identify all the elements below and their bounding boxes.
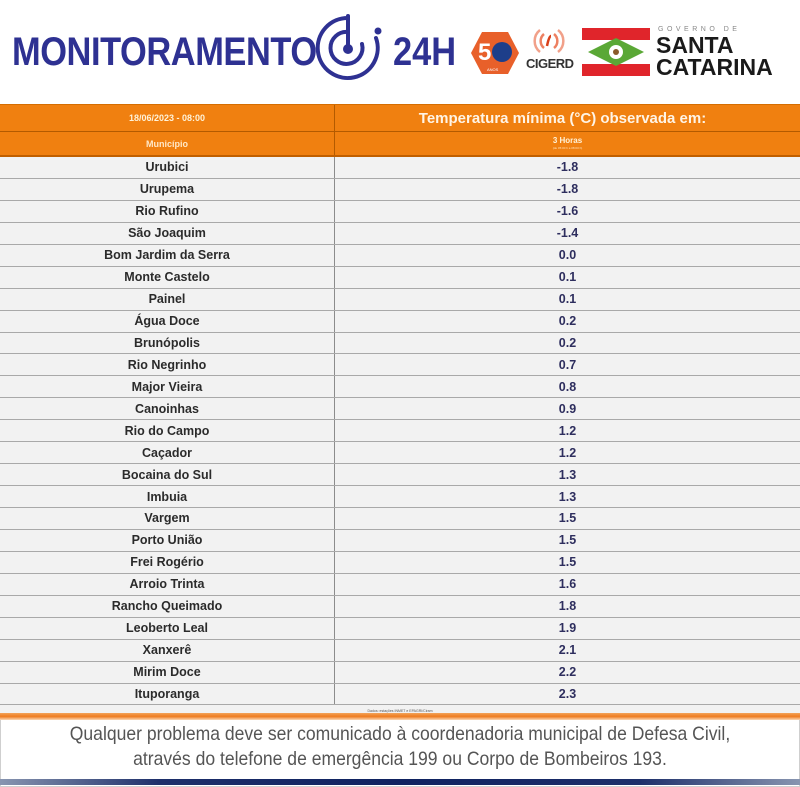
header: [0, 0, 800, 104]
blue-divider: [0, 779, 800, 785]
municipio-cell: Urubici: [0, 157, 335, 178]
table-row: [0, 157, 800, 179]
period-label: 3 Horas: [552, 136, 583, 145]
signal-waves-icon: [522, 26, 580, 56]
municipio-cell: Porto União: [0, 530, 335, 551]
brand-title: MONITORAMENTO: [12, 30, 317, 74]
table-row: [0, 640, 800, 662]
municipio-cell: Urupema: [0, 179, 335, 200]
santa-catarina-flag: [582, 28, 650, 76]
municipio-cell: Rancho Queimado: [0, 596, 335, 617]
temperature-table: [0, 104, 800, 717]
temperature-cell: 1.3: [558, 489, 577, 504]
table-row: [0, 267, 800, 289]
table-row: [0, 508, 800, 530]
table-row: [0, 552, 800, 574]
table-row: [0, 530, 800, 552]
municipio-cell: Rio Negrinho: [0, 354, 335, 375]
period-sublabel: (de 05:00 h a 08:00 h): [552, 146, 583, 150]
temperature-cell: 0.1: [558, 270, 577, 285]
table-row: [0, 311, 800, 333]
cigerd-logo: [522, 26, 580, 80]
municipio-cell: Ituporanga: [0, 684, 335, 705]
temperature-cell: -1.8: [556, 160, 579, 175]
footer-notice: [40, 722, 760, 772]
municipio-cell: Xanxerê: [0, 640, 335, 661]
temperature-cell: 0.9: [558, 401, 577, 416]
temperature-cell: 0.2: [558, 335, 577, 350]
table-row: [0, 223, 800, 245]
table-row: [0, 464, 800, 486]
table-row: [0, 574, 800, 596]
municipio-cell: Canoinhas: [0, 398, 335, 419]
table-title: Temperatura mínima (°C) observada em:: [418, 109, 707, 127]
svg-text:ANOS: ANOS: [487, 67, 499, 72]
municipio-cell: Água Doce: [0, 311, 335, 332]
temperature-cell: -1.4: [556, 226, 579, 241]
temperature-cell: 1.5: [558, 511, 577, 526]
table-row: [0, 201, 800, 223]
table-row: [0, 420, 800, 442]
column-header-period: [335, 132, 800, 155]
government-name: SANTA CATARINA: [656, 32, 773, 80]
table-row: [0, 333, 800, 355]
municipio-cell: Arroio Trinta: [0, 574, 335, 595]
temperature-cell: 0.8: [558, 379, 577, 394]
municipio-cell: São Joaquim: [0, 223, 335, 244]
anniversary-50-logo: [470, 30, 520, 76]
temperature-cell: 1.5: [558, 555, 577, 570]
table-row: [0, 245, 800, 267]
table-row: [0, 684, 800, 706]
table-header-row-2: [0, 132, 800, 157]
temperature-cell: -1.8: [556, 182, 579, 197]
municipio-cell: Brunópolis: [0, 333, 335, 354]
temperature-cell: 0.7: [558, 357, 577, 372]
municipio-cell: Frei Rogério: [0, 552, 335, 573]
table-row: [0, 289, 800, 311]
municipio-cell: Monte Castelo: [0, 267, 335, 288]
municipio-cell: Leoberto Leal: [0, 618, 335, 639]
cigerd-label: CIGERD: [526, 56, 574, 71]
column-header-municipio: Município: [146, 138, 188, 149]
temperature-cell: 2.1: [558, 643, 577, 658]
municipio-cell: Bom Jardim da Serra: [0, 245, 335, 266]
temperature-cell: 1.2: [558, 423, 577, 438]
government-label: GOVERNO DE: [658, 26, 741, 33]
table-row: [0, 179, 800, 201]
temperature-cell: 1.6: [558, 577, 577, 592]
table-row: [0, 596, 800, 618]
temperature-cell: 2.3: [558, 686, 577, 701]
table-body: [0, 157, 800, 705]
municipio-cell: Major Vieira: [0, 376, 335, 397]
table-row: [0, 486, 800, 508]
municipio-cell: Bocaina do Sul: [0, 464, 335, 485]
temperature-cell: 1.5: [558, 533, 577, 548]
temperature-cell: -1.6: [556, 204, 579, 219]
municipio-cell: Painel: [0, 289, 335, 310]
municipio-cell: Imbuia: [0, 486, 335, 507]
footer-line-1: Qualquer problema deve ser comunicado à coordenadoria municipal de Defesa Civil,: [69, 723, 731, 745]
temperature-cell: 2.2: [558, 665, 577, 680]
radar-icon: [308, 8, 388, 88]
municipio-cell: Caçador: [0, 442, 335, 463]
bulletin-date: 18/06/2023 - 08:00: [128, 113, 206, 123]
municipio-cell: Rio Rufino: [0, 201, 335, 222]
temperature-cell: 1.3: [558, 467, 577, 482]
temperature-cell: 1.2: [558, 445, 577, 460]
temperature-cell: 1.9: [558, 621, 577, 636]
table-header-row-1: [0, 104, 800, 132]
svg-text:5: 5: [478, 39, 492, 66]
source-note: Dados: estações INMET e EPAGRI/Ciram: [0, 705, 800, 717]
orange-divider: [0, 713, 800, 720]
table-row: [0, 618, 800, 640]
table-row: [0, 398, 800, 420]
table-row: [0, 376, 800, 398]
footer-line-2: através do telefone de emergência 199 ou Corpo de Bombeiros 193.: [133, 748, 667, 770]
municipio-cell: Mirim Doce: [0, 662, 335, 683]
table-row: [0, 354, 800, 376]
brand-24h: 24H: [393, 30, 457, 74]
table-row: [0, 662, 800, 684]
cigerd-subtitle: [528, 71, 574, 77]
temperature-cell: 0.0: [558, 248, 577, 263]
municipio-cell: Vargem: [0, 508, 335, 529]
table-row: [0, 442, 800, 464]
temperature-cell: 0.1: [558, 292, 577, 307]
municipio-cell: Rio do Campo: [0, 420, 335, 441]
temperature-cell: 1.8: [558, 599, 577, 614]
temperature-cell: 0.2: [558, 314, 577, 329]
